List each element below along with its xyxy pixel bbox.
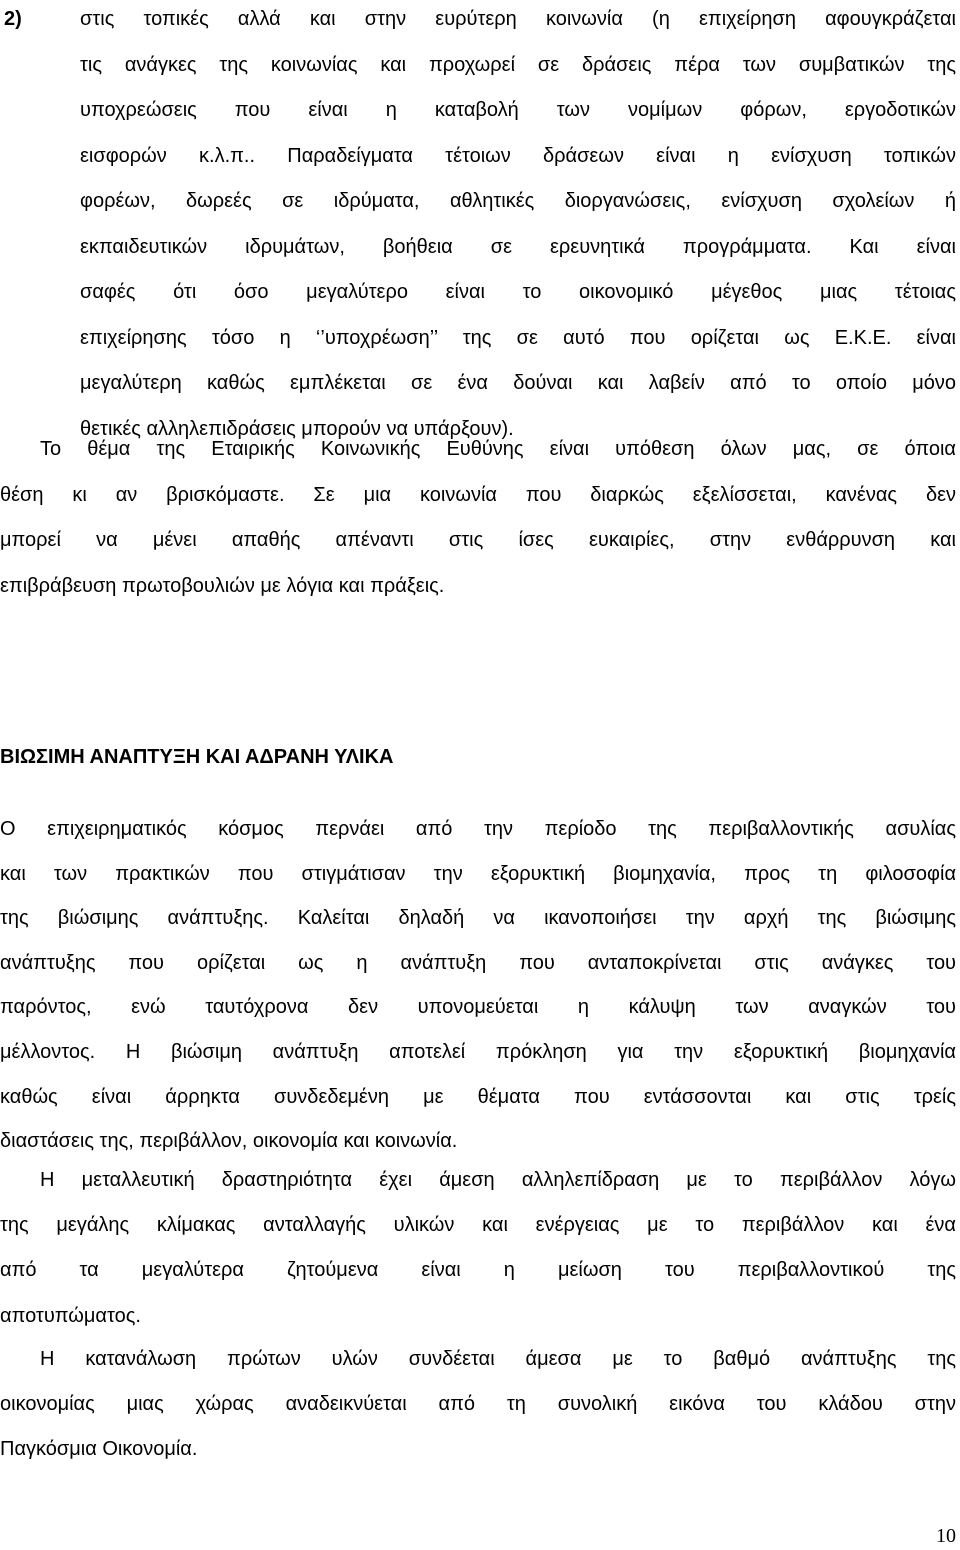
text-line: της βιώσιμης ανάπτυξης. Καλείται δηλαδή να ικανοποιήσει την αρχή της βιώσιμης [0,907,956,930]
text-line: οικονομίας μιας χώρας αναδεικνύεται από τη συνολική εικόνα του κλάδου στην [0,1393,956,1416]
text-line: θετικές αλληλεπιδράσεις μπορούν να υπάρξουν). [80,417,514,440]
text-line: επιβράβευση πρωτοβουλιών με λόγια και πράξεις. [0,574,445,597]
text-line: σαφές ότι όσο μεγαλύτερο είναι το οικονομικό μέγεθος μιας τέτοιας [80,281,956,303]
page-number: 10 [936,1525,956,1547]
text-line: της μεγάλης κλίμακας ανταλλαγής υλικών και ενέργειας με το περιβάλλον και ένα [0,1214,956,1237]
text-line: Ο επιχειρηματικός κόσμος περνάει από την περίοδο της περιβαλλοντικής ασυλίας [0,818,956,840]
text-line: ανάπτυξης που ορίζεται ως η ανάπτυξη που ανταποκρίνεται στις ανάγκες του [0,951,956,974]
text-line: από τα μεγαλύτερα ζητούμενα είναι η μείωση του περιβαλλοντικού της [0,1259,956,1282]
text-line: και των πρακτικών που στιγμάτισαν την εξορυκτική βιομηχανία, προς τη φιλοσοφία [0,862,956,885]
text-line: Το θέμα της Εταιρικής Κοινωνικής Ευθύνης είναι υπόθεση όλων μας, σε όποια [40,438,956,460]
text-line: τις ανάγκες της κοινωνίας και προχωρεί σε δράσεις πέρα των συμβατικών της [80,53,956,76]
text-line: μπορεί να μένει απαθής απέναντι στις ίσες ευκαιρίες, στην ενθάρρυνση και [0,529,956,551]
text-line: μεγαλύτερη καθώς εμπλέκεται σε ένα δούναι και λαβείν από το οποίο μόνο [80,372,956,394]
text-line: Η κατανάλωση πρώτων υλών συνδέεται άμεσα με το βαθμό ανάπτυξης της [40,1348,956,1370]
text-line: φορέων, δωρεές σε ιδρύματα, αθλητικές διοργανώσεις, ενίσχυση σχολείων ή [80,190,956,212]
paragraph-sustainable-development [0,812,956,1169]
text-line: αποτυπώματος. [0,1304,141,1327]
text-line: καθώς είναι άρρηκτα συνδεδεμένη με θέματα που εντάσσονται και στις τρείς [0,1085,956,1108]
section-heading: ΒΙΩΣΙΜΗ ΑΝΑΠΤΥΞΗ ΚΑΙ ΑΔΡΑΝΗ ΥΛΙΚΑ [0,746,394,768]
text-line: Η μεταλλευτική δραστηριότητα έχει άμεση αλληλεπίδραση με το περιβάλλον λόγω [40,1169,956,1191]
list-item-number: 2) [4,8,22,30]
text-line: παρόντος, ενώ ταυτόχρονα δεν υπονομεύεται η κάλυψη των αναγκών του [0,996,956,1019]
text-line: Παγκόσμια Οικονομία. [0,1438,198,1461]
list-item-2 [0,0,960,440]
text-line: θέση κι αν βρισκόμαστε. Σε μια κοινωνία που διαρκώς εξελίσσεται, κανένας δεν [0,483,956,506]
text-line: εισφορών κ.λ.π.. Παραδείγματα τέτοιων δράσεων είναι η ενίσχυση τοπικών [80,144,956,167]
text-line: υποχρεώσεις που είναι η καταβολή των νομίμων φόρων, εργοδοτικών [80,99,956,121]
list-item-text [80,2,956,457]
paragraph-ece [0,432,956,614]
paragraph-raw-materials [0,1342,956,1478]
text-line: μέλλοντος. Η βιώσιμη ανάπτυξη αποτελεί πρόκληση για την εξορυκτική βιομηχανία [0,1040,956,1063]
paragraph-mining-activity [0,1163,956,1344]
text-line: διαστάσεις της, περιβάλλον, οικονομία και κοινωνία. [0,1130,458,1153]
text-line: επιχείρησης τόσο η ‘’υποχρέωση’’ της σε αυτό που ορίζεται ως Ε.Κ.Ε. είναι [80,326,956,349]
text-line: εκπαιδευτικών ιδρυμάτων, βοήθεια σε ερευνητικά προγράμματα. Και είναι [80,235,956,258]
text-line: στις τοπικές αλλά και στην ευρύτερη κοινωνία (η επιχείρηση αφουγκράζεται [80,8,956,30]
